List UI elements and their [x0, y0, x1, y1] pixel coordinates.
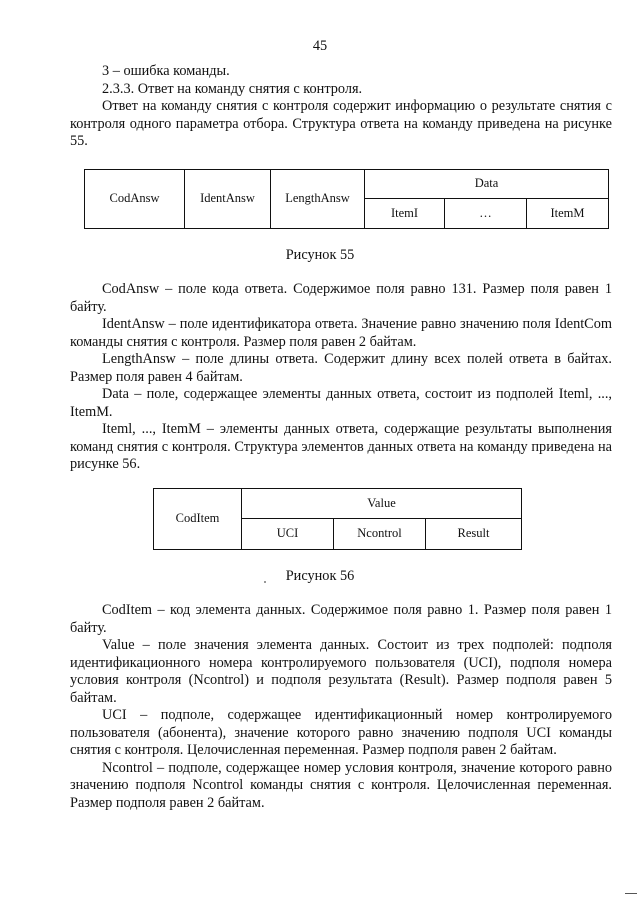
- page-number: 45: [312, 38, 328, 54]
- figure-56-caption: Рисунок 56: [285, 568, 355, 584]
- intro-paragraph: Ответ на команду снятия с контроля содержит информацию о результате снятия с контроля одного параметра отбора. Структура ответа на команду приведена на рисунке 55.: [70, 98, 612, 149]
- figure-56-table: [153, 488, 522, 550]
- field-lengthansw-description: LengthAnsw – поле длины ответа. Содержит длину всех полей ответа в байтах. Размер поля равен 4 байтам.: [70, 351, 612, 385]
- cell-value: Value: [242, 489, 522, 519]
- cell-ncontrol: Ncontrol: [334, 519, 426, 550]
- figure-55-table: [84, 169, 609, 229]
- intro-section: [70, 63, 612, 151]
- scan-edge-mark: [625, 893, 637, 894]
- figure-55-caption: Рисунок 55: [285, 247, 355, 263]
- field-coditem-description: CodItem – код элемента данных. Содержимое поля равно 1. Размер поля равен 1 байту.: [70, 602, 612, 636]
- cell-data: Data: [365, 170, 609, 199]
- section-heading: 2.3.3. Ответ на команду снятия с контроля.: [102, 80, 363, 97]
- field-identansw-description: IdentAnsw – поле идентификатора ответа. Значение равно значению поля IdentCom команды снятия с контроля. Размер поля равен 2 байтам.: [70, 316, 612, 350]
- cell-result: Result: [426, 519, 522, 550]
- field-codansw-description: CodAnsw – поле кода ответа. Содержимое поля равно 131. Размер поля равен 1 байту.: [70, 281, 612, 315]
- cell-lengthansw: LengthAnsw: [271, 170, 365, 229]
- cell-uci: UCI: [242, 519, 334, 550]
- cell-identansw: IdentAnsw: [185, 170, 271, 229]
- field-items-description: Iteml, ..., ItemM – элементы данных ответа, содержащие результаты выполнения команд снятия с контроля. Структура элементов данных ответа на команду приведена на рисунке 56.: [70, 421, 612, 472]
- field-value-description: Value – поле значения элемента данных. Состоит из трех подполей: подполя идентификационного номера контролируемого пользователя (UCI), подполя номера условия контроля (Ncontrol) и подполя результата (Result). Размер подполя равен 5 байтам.: [70, 637, 612, 706]
- cell-item1: ItemI: [365, 199, 445, 229]
- fields-55-section: [70, 281, 612, 474]
- field-uci-description: UCI – подполе, содержащее идентификационный номер контролируемого пользователя (абонента), значение которого равно значению подполя UCI команды снятия с контроля. Целочисленная переменная. Размер подполя равен 2 байтам.: [70, 707, 612, 758]
- cell-coditem: CodItem: [154, 489, 242, 550]
- cell-itemm: ItemM: [527, 199, 609, 229]
- field-data-description: Data – поле, содержащее элементы данных ответа, состоит из подполей Iteml, ..., ItemM.: [70, 386, 612, 420]
- fields-56-section: [70, 602, 612, 812]
- field-ncontrol-description: Ncontrol – подполе, содержащее номер условия контроля, значение которого равно значению подполя Ncontrol команды снятия с контроля. Целочисленная переменная. Размер подполя равен 2 байтам.: [70, 759, 612, 811]
- cell-ellipsis: …: [445, 199, 527, 229]
- cell-codansw: CodAnsw: [85, 170, 185, 229]
- error-code-item: 3 – ошибка команды.: [102, 63, 230, 79]
